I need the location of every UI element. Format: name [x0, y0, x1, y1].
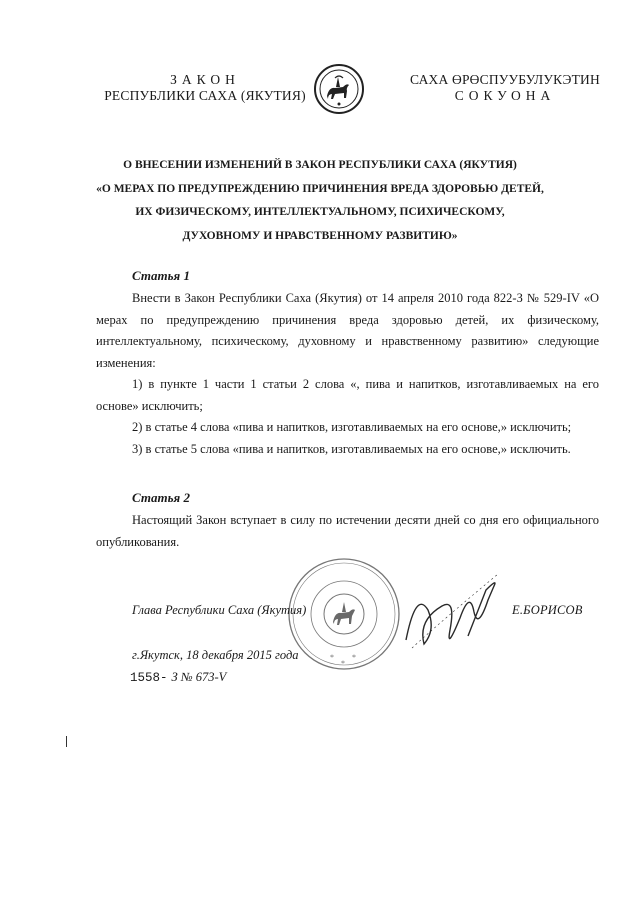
header-left-line2: РЕСПУБЛИКИ САХА (ЯКУТИЯ) — [104, 88, 306, 103]
article1-item3: 3) в статье 5 слова «пива и напитков, изготавливаемых на его основе,» исключить. — [132, 441, 571, 456]
header-right — [370, 72, 640, 104]
reg-prefix: 1558- — [130, 671, 168, 685]
article1-intro: Внести в Закон Республики Саха (Якутия) от 14 апреля 2010 года 822-З № 529-IV «О мерах по предупреждению причинения вреда здоровью детей, их физическому, интеллектуальному, психическому, духовному и нравственному развитию» следующие изменения: — [96, 291, 599, 370]
header-left — [80, 72, 330, 104]
article1-heading: Статья 1 — [132, 268, 190, 283]
title-line3: ИХ ФИЗИЧЕСКОМУ, ИНТЕЛЛЕКТУАЛЬНОМУ, ПСИХИЧЕСКОМУ, — [135, 206, 505, 218]
signatory-name: Е.БОРИСОВ — [512, 603, 583, 617]
title-line4: ДУХОВНОМУ И НРАВСТВЕННОМУ РАЗВИТИЮ» — [182, 229, 458, 242]
signatory-position: Глава Республики Саха (Якутия) — [132, 603, 307, 617]
svg-text:*: * — [330, 653, 334, 662]
svg-text:*: * — [341, 659, 345, 668]
registration-number — [130, 668, 226, 686]
article2-heading: Статья 2 — [132, 490, 190, 505]
article1-item1: 1) в пункте 1 части 1 статьи 2 слова «, пива и напитков, изготавливаемых на его основе» исключить; — [96, 377, 599, 413]
article1-body — [96, 288, 599, 460]
reg-number: З № 673-V — [171, 670, 227, 684]
header-right-line2: СОКУОНА — [454, 88, 556, 103]
document-title — [70, 154, 570, 248]
header-right-line1: САХА ӨРӨСПУУБУЛУКЭТИН — [410, 72, 600, 87]
margin-mark — [66, 736, 67, 747]
svg-text:*: * — [352, 653, 356, 662]
title-line1: О ВНЕСЕНИИ ИЗМЕНЕНИЙ В ЗАКОН РЕСПУБЛИКИ САХА (ЯКУТИЯ) — [123, 159, 517, 171]
article2-text: Настоящий Закон вступает в силу по истечении десяти дней со дня его официального опубликования. — [96, 513, 599, 549]
place-date: г.Якутск, 18 декабря 2015 года — [132, 648, 299, 662]
title-line2: «О МЕРАХ ПО ПРЕДУПРЕЖДЕНИЮ ПРИЧИНЕНИЯ ВРЕДА ЗДОРОВЬЮ ДЕТЕЙ, — [96, 182, 544, 195]
coat-of-arms-emblem — [313, 63, 365, 115]
article1-item2: 2) в статье 4 слова «пива и напитков, изготавливаемых на его основе,» исключить; — [132, 420, 572, 434]
header-left-line1: ЗАКОН — [170, 72, 240, 87]
signature-scribble — [398, 560, 508, 670]
